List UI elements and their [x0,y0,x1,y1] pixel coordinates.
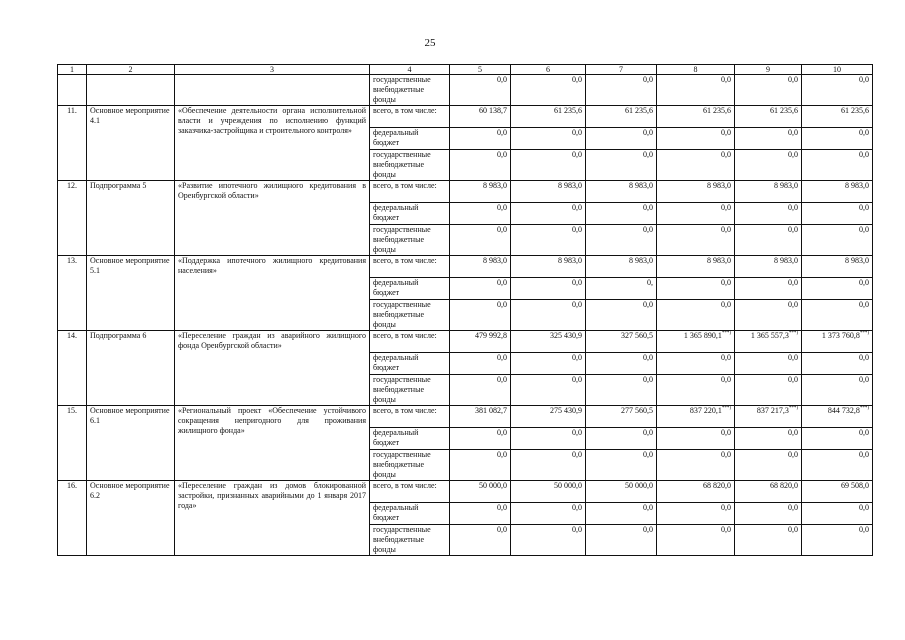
value-cell-col6 [511,428,586,450]
value-text: 61 235,6 [703,106,731,115]
value-cell-col6 [511,503,586,525]
value-text: 0,0 [497,278,507,287]
value-text: 68 820,0 [703,481,731,490]
value-text: 61 235,6 [770,106,798,115]
value-cell-col6 [511,406,586,428]
value-text: 277 560,5 [621,406,653,415]
value-text: 8 983,0 [483,256,507,265]
value-text: 8 983,0 [558,256,582,265]
value-text: 0,0 [721,375,731,384]
value-cell-col10 [802,428,873,450]
value-cell-col7 [586,375,657,406]
value-text: 0,0 [643,75,653,84]
value-text: 0,0 [859,353,869,362]
value-cell-col5 [450,128,511,150]
value-cell-col5 [450,150,511,181]
value-cell-col7 [586,481,657,503]
value-cell-col5 [450,375,511,406]
value-text: 8 983,0 [629,256,653,265]
value-text: 0,0 [497,450,507,459]
funding-source: государственные внебюджетные фонды [370,225,450,256]
value-cell-col9 [735,300,802,331]
value-cell-col6 [511,300,586,331]
value-cell-col9 [735,428,802,450]
value-cell-col5 [450,406,511,428]
column-header-1: 1 [58,65,87,75]
value-text: 1 373 760,8 [821,331,860,340]
value-cell-col7 [586,225,657,256]
value-cell-col7 [586,256,657,278]
value-cell-col10 [802,481,873,503]
funding-source: федеральный бюджет [370,503,450,525]
funding-source: всего, в том числе: [370,331,450,353]
item-type: Основное мероприятие 6.1 [87,406,175,481]
value-cell-col10 [802,450,873,481]
value-cell-col7 [586,203,657,225]
value-text: 0,0 [859,503,869,512]
value-text: 325 430,9 [550,331,582,340]
value-cell-col6 [511,181,586,203]
value-text: 837 217,3 [756,406,789,415]
value-text: 8 983,0 [774,181,798,190]
value-text: 8 983,0 [629,181,653,190]
funding-source: всего, в том числе: [370,106,450,128]
value-cell-col10 [802,106,873,128]
value-text: 0,0 [643,150,653,159]
value-cell-col8 [657,278,735,300]
value-text: 0, [647,278,653,287]
funding-source: государственные внебюджетные фонды [370,150,450,181]
value-cell-col5 [450,300,511,331]
column-header-2: 2 [87,65,175,75]
value-cell-col6 [511,353,586,375]
table-row [58,75,873,106]
value-text: 0,0 [643,128,653,137]
value-cell-col7 [586,406,657,428]
value-text: 0,0 [859,128,869,137]
value-cell-col8 [657,353,735,375]
value-text: 8 983,0 [845,181,869,190]
value-text: 0,0 [788,353,798,362]
value-text: 0,0 [859,375,869,384]
value-text: 844 732,8 [827,406,860,415]
column-header-8: 8 [657,65,735,75]
value-text: 0,0 [859,225,869,234]
value-cell-col9 [735,331,802,353]
value-cell-col10 [802,503,873,525]
value-cell-col6 [511,481,586,503]
value-text: 68 820,0 [770,481,798,490]
value-text: 0,0 [721,128,731,137]
value-text: 8 983,0 [558,181,582,190]
funding-source: государственные внебюджетные фонды [370,75,450,106]
value-text: 0,0 [572,203,582,212]
value-text: 0,0 [788,375,798,384]
value-cell-col10 [802,225,873,256]
value-cell-col8 [657,375,735,406]
value-text: 0,0 [643,225,653,234]
item-type [87,75,175,106]
funding-source: государственные внебюджетные фонды [370,300,450,331]
value-cell-col9 [735,481,802,503]
value-text: 0,0 [721,450,731,459]
value-text: 50 000,0 [625,481,653,490]
value-cell-col5 [450,503,511,525]
value-cell-col10 [802,525,873,556]
value-text: 0,0 [643,503,653,512]
value-text: 0,0 [497,503,507,512]
value-cell-col7 [586,428,657,450]
value-text: 61 235,6 [554,106,582,115]
value-cell-col9 [735,353,802,375]
value-text: 0,0 [643,203,653,212]
value-text: 0,0 [497,300,507,309]
value-text: 0,0 [721,428,731,437]
value-cell-col9 [735,203,802,225]
value-text: 0,0 [859,75,869,84]
value-text: 0,0 [788,300,798,309]
value-cell-col8 [657,106,735,128]
value-cell-col5 [450,450,511,481]
value-text: 275 430,9 [550,406,582,415]
value-text: 8 983,0 [707,256,731,265]
value-cell-col6 [511,128,586,150]
value-cell-col10 [802,375,873,406]
value-cell-col10 [802,181,873,203]
value-text: 0,0 [788,450,798,459]
item-name: «Региональный проект «Обеспечение устойчивого сокращения непригодного для проживания жилищного фонда» [175,406,370,481]
value-cell-col6 [511,450,586,481]
value-cell-col6 [511,203,586,225]
value-text: 0,0 [859,450,869,459]
value-cell-col8 [657,481,735,503]
value-cell-col5 [450,428,511,450]
value-text: 0,0 [721,75,731,84]
value-text: 837 220,1 [689,406,722,415]
item-name: «Развитие ипотечного жилищного кредитования в Оренбургской области» [175,181,370,256]
value-text: 0,0 [643,353,653,362]
column-header-6: 6 [511,65,586,75]
row-number: 16. [58,481,87,556]
value-text: 0,0 [572,428,582,437]
value-text: 0,0 [788,75,798,84]
value-text: 69 508,0 [841,481,869,490]
value-text: 0,0 [721,353,731,362]
value-cell-col10 [802,300,873,331]
footnote-mark: ***) [859,406,869,411]
value-cell-col10 [802,203,873,225]
value-text: 0,0 [788,525,798,534]
table-row [58,256,873,278]
value-cell-col5 [450,331,511,353]
value-cell-col6 [511,331,586,353]
funding-source: всего, в том числе: [370,256,450,278]
value-text: 0,0 [572,150,582,159]
value-cell-col5 [450,353,511,375]
value-text: 0,0 [572,450,582,459]
value-cell-col8 [657,503,735,525]
value-text: 0,0 [572,300,582,309]
value-cell-col5 [450,481,511,503]
value-text: 0,0 [497,203,507,212]
value-text: 0,0 [497,375,507,384]
funding-source: всего, в том числе: [370,181,450,203]
value-text: 0,0 [721,203,731,212]
value-text: 479 992,8 [475,331,507,340]
value-text: 0,0 [497,150,507,159]
value-cell-col8 [657,181,735,203]
value-cell-col8 [657,300,735,331]
column-header-3: 3 [175,65,370,75]
value-text: 61 235,6 [841,106,869,115]
value-cell-col9 [735,181,802,203]
funding-source: государственные внебюджетные фонды [370,375,450,406]
value-text: 0,0 [497,428,507,437]
footnote-mark: ***) [788,331,798,336]
funding-source: федеральный бюджет [370,203,450,225]
funding-source: всего, в том числе: [370,481,450,503]
row-number: 13. [58,256,87,331]
value-cell-col10 [802,406,873,428]
value-text: 0,0 [859,525,869,534]
row-number: 12. [58,181,87,256]
value-text: 50 000,0 [479,481,507,490]
value-cell-col9 [735,150,802,181]
value-text: 0,0 [497,353,507,362]
value-cell-col6 [511,375,586,406]
value-cell-col6 [511,278,586,300]
value-cell-col8 [657,128,735,150]
value-cell-col6 [511,525,586,556]
funding-source: федеральный бюджет [370,128,450,150]
value-text: 0,0 [643,300,653,309]
value-cell-col8 [657,331,735,353]
item-name: «Обеспечение деятельности органа исполнительной власти и учреждения по исполнению функций заказчика-застройщика и строительного контроля» [175,106,370,181]
value-text: 0,0 [643,375,653,384]
value-text: 0,0 [497,75,507,84]
value-cell-col5 [450,225,511,256]
value-cell-col8 [657,525,735,556]
value-text: 8 983,0 [483,181,507,190]
table-body [58,75,873,556]
value-text: 0,0 [643,450,653,459]
value-text: 0,0 [643,428,653,437]
value-cell-col5 [450,525,511,556]
item-name: «Переселение граждан из аварийного жилищного фонда Оренбургской области» [175,331,370,406]
value-cell-col6 [511,150,586,181]
value-cell-col8 [657,406,735,428]
value-text: 0,0 [859,278,869,287]
value-cell-col10 [802,150,873,181]
table-row [58,181,873,203]
value-cell-col5 [450,256,511,278]
value-text: 0,0 [788,150,798,159]
value-cell-col5 [450,278,511,300]
footnote-mark: ***) [788,406,798,411]
value-text: 0,0 [572,128,582,137]
value-cell-col6 [511,75,586,106]
value-text: 0,0 [721,525,731,534]
value-cell-col6 [511,225,586,256]
value-cell-col7 [586,128,657,150]
value-text: 0,0 [572,353,582,362]
value-text: 0,0 [572,225,582,234]
column-header-7: 7 [586,65,657,75]
value-cell-col9 [735,225,802,256]
footnote-mark: ***) [721,331,731,336]
budget-table [57,64,873,556]
column-header-4: 4 [370,65,450,75]
value-text: 0,0 [643,525,653,534]
value-text: 0,0 [788,428,798,437]
value-text: 0,0 [859,300,869,309]
value-cell-col9 [735,278,802,300]
value-cell-col7 [586,181,657,203]
value-cell-col8 [657,450,735,481]
row-number: 15. [58,406,87,481]
value-cell-col7 [586,300,657,331]
value-text: 381 082,7 [475,406,507,415]
item-name: «Переселение граждан из домов блокированной застройки, признанных аварийными до 1 января 2017 года» [175,481,370,556]
value-text: 0,0 [788,128,798,137]
value-cell-col7 [586,75,657,106]
value-text: 60 138,7 [479,106,507,115]
value-text: 0,0 [497,128,507,137]
value-text: 0,0 [859,203,869,212]
column-header-5: 5 [450,65,511,75]
table-row [58,106,873,128]
value-cell-col9 [735,406,802,428]
value-cell-col10 [802,256,873,278]
value-text: 8 983,0 [845,256,869,265]
funding-source: федеральный бюджет [370,428,450,450]
footnote-mark: ***) [721,406,731,411]
page-number: 25 [424,37,436,49]
value-cell-col5 [450,203,511,225]
value-cell-col7 [586,278,657,300]
funding-source: федеральный бюджет [370,278,450,300]
funding-source: всего, в том числе: [370,406,450,428]
value-text: 0,0 [721,225,731,234]
value-text: 0,0 [788,225,798,234]
value-text: 0,0 [859,428,869,437]
value-cell-col9 [735,75,802,106]
value-cell-col5 [450,75,511,106]
value-cell-col9 [735,450,802,481]
column-header-10: 10 [802,65,873,75]
footnote-mark: ***) [859,331,869,336]
value-text: 50 000,0 [554,481,582,490]
value-cell-col9 [735,375,802,406]
column-header-9: 9 [735,65,802,75]
value-cell-col7 [586,331,657,353]
value-text: 8 983,0 [707,181,731,190]
value-cell-col8 [657,75,735,106]
value-cell-col10 [802,353,873,375]
row-number: 11. [58,106,87,181]
value-text: 0,0 [572,75,582,84]
value-cell-col6 [511,256,586,278]
value-cell-col8 [657,225,735,256]
value-text: 1 365 557,3 [750,331,789,340]
value-cell-col10 [802,331,873,353]
item-type: Подпрограмма 6 [87,331,175,406]
value-text: 0,0 [859,150,869,159]
funding-source: государственные внебюджетные фонды [370,450,450,481]
value-cell-col9 [735,525,802,556]
value-cell-col10 [802,75,873,106]
funding-source: федеральный бюджет [370,353,450,375]
value-text: 0,0 [497,525,507,534]
value-text: 0,0 [497,225,507,234]
value-text: 0,0 [572,375,582,384]
item-type: Основное мероприятие 5.1 [87,256,175,331]
value-text: 0,0 [572,525,582,534]
value-cell-col9 [735,106,802,128]
value-cell-col7 [586,106,657,128]
value-cell-col5 [450,181,511,203]
value-text: 0,0 [721,503,731,512]
funding-source: государственные внебюджетные фонды [370,525,450,556]
item-type: Основное мероприятие 6.2 [87,481,175,556]
row-number: 14. [58,331,87,406]
value-cell-col8 [657,150,735,181]
item-type: Подпрограмма 5 [87,181,175,256]
value-cell-col10 [802,278,873,300]
value-cell-col10 [802,128,873,150]
value-text: 1 365 890,1 [683,331,722,340]
value-cell-col7 [586,353,657,375]
table-row [58,331,873,353]
table-row [58,406,873,428]
item-name: «Поддержка ипотечного жилищного кредитования населения» [175,256,370,331]
value-cell-col5 [450,106,511,128]
value-text: 8 983,0 [774,256,798,265]
table-row [58,481,873,503]
value-cell-col7 [586,450,657,481]
value-text: 0,0 [572,503,582,512]
value-text: 61 235,6 [625,106,653,115]
value-cell-col7 [586,525,657,556]
value-text: 0,0 [721,300,731,309]
value-text: 0,0 [788,278,798,287]
value-cell-col8 [657,428,735,450]
value-cell-col7 [586,150,657,181]
item-name [175,75,370,106]
value-cell-col6 [511,106,586,128]
item-type: Основное мероприятие 4.1 [87,106,175,181]
value-cell-col9 [735,503,802,525]
row-number [58,75,87,106]
value-cell-col9 [735,256,802,278]
value-text: 0,0 [721,278,731,287]
value-text: 0,0 [572,278,582,287]
value-cell-col9 [735,128,802,150]
value-cell-col8 [657,203,735,225]
header-row [58,65,873,75]
value-text: 0,0 [788,503,798,512]
value-cell-col7 [586,503,657,525]
value-text: 0,0 [788,203,798,212]
value-cell-col8 [657,256,735,278]
value-text: 327 560,5 [621,331,653,340]
value-text: 0,0 [721,150,731,159]
